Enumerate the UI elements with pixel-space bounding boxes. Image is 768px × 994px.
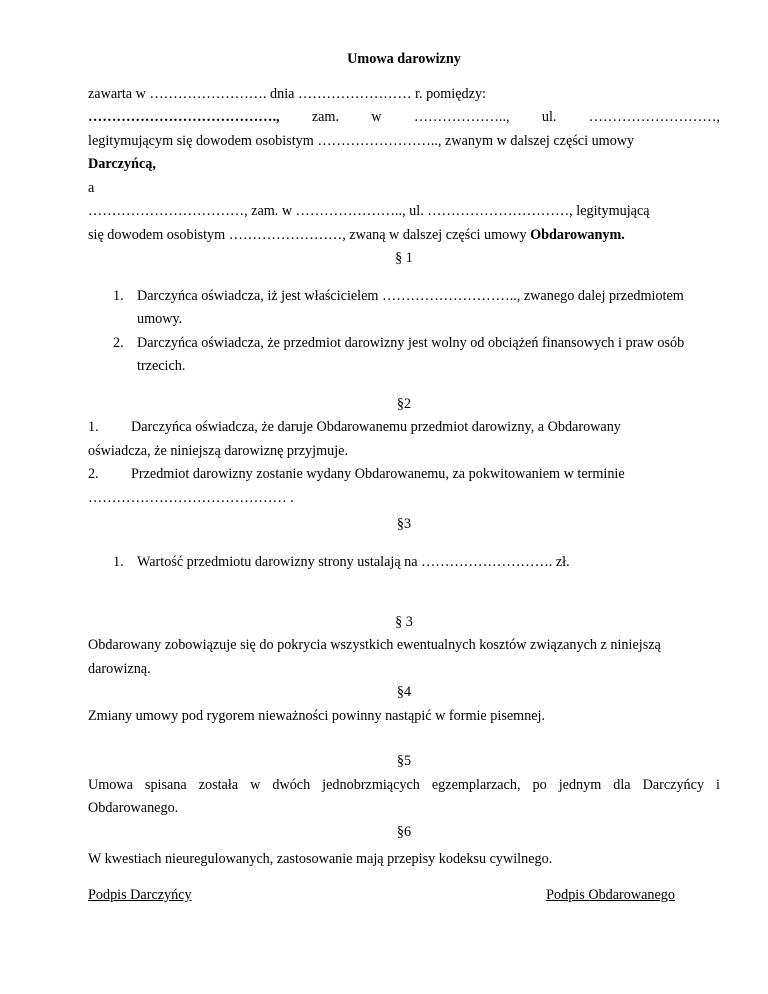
section-3-list: [113, 551, 720, 575]
w-label: w: [371, 109, 382, 125]
section-3b-text: Obdarowany zobowiązuje się do pokrycia wszystkich ewentualnych kosztów związanych z niniejszą darowizną.: [88, 637, 661, 677]
intro-line-7-text: się dowodem osobistym ……………………, zwaną w dalszej części umowy: [88, 226, 527, 243]
list-item-text: Przedmiot darowizny zostanie wydany Obdarowanemu, za pokwitowaniem w terminie: [131, 466, 625, 483]
and-line: a: [88, 179, 95, 196]
section-3b-heading: § 3: [395, 613, 413, 630]
list-item-text: Darczyńca oświadcza, iż jest właścicielem ……………………….., zwanego dalej przedmiotem umowy.: [137, 287, 684, 328]
list-item-number: 2.: [113, 334, 124, 351]
intro-line-6: ……………………………, zam. w ………………….., ul. …………………………, legitymującą: [88, 203, 650, 219]
section-1-heading: § 1: [395, 250, 413, 266]
list-item-text: Darczyńca oświadcza, że przedmiot darowizny jest wolny od obciążeń finansowych i praw osób trzecich.: [137, 334, 685, 375]
section-4-heading: §4: [396, 684, 412, 701]
recipient-label: Obdarowanym.: [530, 226, 625, 243]
section-5-heading: §5: [396, 753, 412, 770]
section-2-item-2: [88, 463, 720, 487]
list-item: [113, 551, 720, 575]
section-4-text: Zmiany umowy pod rygorem nieważności powinny nastąpić w formie pisemnej.: [88, 707, 546, 724]
intro-line-7: [88, 224, 720, 248]
list-item-text: Wartość przedmiotu darowizny strony ustalają na ………………………. zł.: [137, 554, 570, 571]
donor-name-blank: ………………………………….,: [88, 109, 280, 125]
zam-label: zam.: [311, 109, 339, 125]
section-1-list: [113, 285, 720, 379]
list-item-number: 1.: [88, 419, 99, 436]
section-6-text: W kwestiach nieuregulowanych, zastosowanie mają przepisy kodeksu cywilnego.: [88, 851, 553, 868]
document-title: Umowa darowizny: [347, 51, 461, 67]
section-3-heading: §3: [396, 516, 412, 533]
recipient-signature-label: Podpis Obdarowanego: [546, 886, 675, 903]
donor-signature-label: Podpis Darczyńcy: [88, 886, 192, 903]
list-item-text: Darczyńca oświadcza, że daruje Obdarowanemu przedmiot darowizny, a Obdarowany: [131, 419, 621, 436]
section-5-text: Umowa spisana została w dwóch jednobrzmiących egzemplarzach, po jednym dla Darczyńcy i Obdarowanego.: [88, 776, 720, 817]
contract-document: [88, 48, 720, 907]
signatures-row: [88, 884, 720, 908]
list-item-number: 1.: [113, 287, 124, 304]
donor-label: Darczyńcą,: [88, 156, 156, 172]
list-item-number: 1.: [113, 554, 124, 571]
place-blank: ………………..,: [413, 109, 510, 125]
section-6-heading: §6: [396, 823, 412, 840]
donor-label-line: [88, 153, 720, 177]
list-item: [113, 332, 720, 379]
section-2-item-2-cont: …………………………………… .: [88, 489, 294, 506]
list-item-number: 2.: [88, 466, 99, 483]
intro-line-2: [88, 106, 720, 130]
street-blank: ………………………,: [588, 109, 720, 125]
ul-label: ul.: [541, 109, 557, 125]
list-item: [113, 285, 720, 332]
section-2-item-1-cont: oświadcza, że niniejszą darowiznę przyjmuje.: [88, 442, 348, 459]
intro-line-3: legitymującym się dowodem osobistym …………………….., zwanym w dalszej części umowy: [88, 132, 635, 149]
section-2-heading: §2: [396, 395, 412, 412]
section-2-item-1: [88, 416, 720, 440]
intro-line-1: zawarta w ……………………. dnia …………………… r. pomiędzy:: [88, 85, 486, 102]
